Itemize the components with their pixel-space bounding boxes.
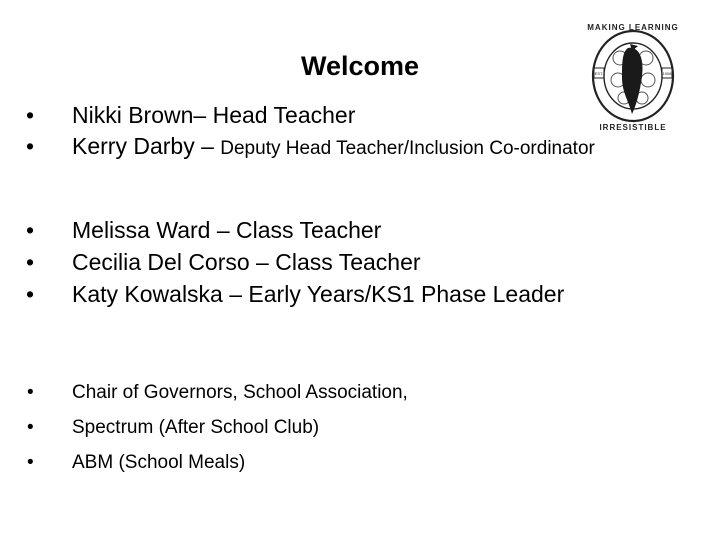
bullet: •: [26, 249, 35, 275]
logo-motto-bottom: IRRESISTIBLE: [599, 123, 667, 132]
est-year: 1908: [662, 71, 672, 76]
list-item: [0, 375, 408, 410]
slide-title: Welcome: [300, 51, 420, 81]
team-member: Cecilia Del Corso – Class Teacher: [72, 249, 421, 275]
school-crest-icon: [582, 18, 684, 140]
list-item: [0, 246, 564, 278]
other-item: Spectrum (After School Club): [72, 417, 320, 438]
staff-name: Nikki Brown– Head Teacher: [72, 102, 356, 128]
other-item: ABM (School Meals): [72, 452, 246, 473]
team-list: [0, 214, 564, 310]
bullet: •: [27, 452, 34, 473]
list-item: [0, 278, 564, 310]
staff-list: [0, 100, 595, 164]
staff-role: Deputy Head Teacher/Inclusion Co-ordinator: [220, 138, 595, 159]
list-item: [0, 445, 408, 480]
other-list: [0, 375, 408, 480]
bullet: •: [26, 102, 35, 128]
list-item: [0, 410, 408, 445]
staff-name: Kerry Darby –: [72, 133, 221, 159]
est-label: EST.: [594, 71, 604, 76]
list-item: [0, 131, 595, 164]
other-item: Chair of Governors, School Association,: [72, 382, 408, 403]
team-member: Katy Kowalska – Early Years/KS1 Phase Leader: [72, 281, 565, 307]
bullet: •: [27, 417, 34, 438]
team-member: Melissa Ward – Class Teacher: [72, 217, 382, 243]
bullet: •: [27, 382, 34, 403]
logo-motto-top: MAKING LEARNING: [587, 23, 679, 32]
bullet: •: [26, 217, 35, 243]
bullet: •: [26, 281, 35, 307]
list-item: [0, 100, 595, 131]
list-item: [0, 214, 564, 246]
bullet: •: [26, 133, 35, 159]
